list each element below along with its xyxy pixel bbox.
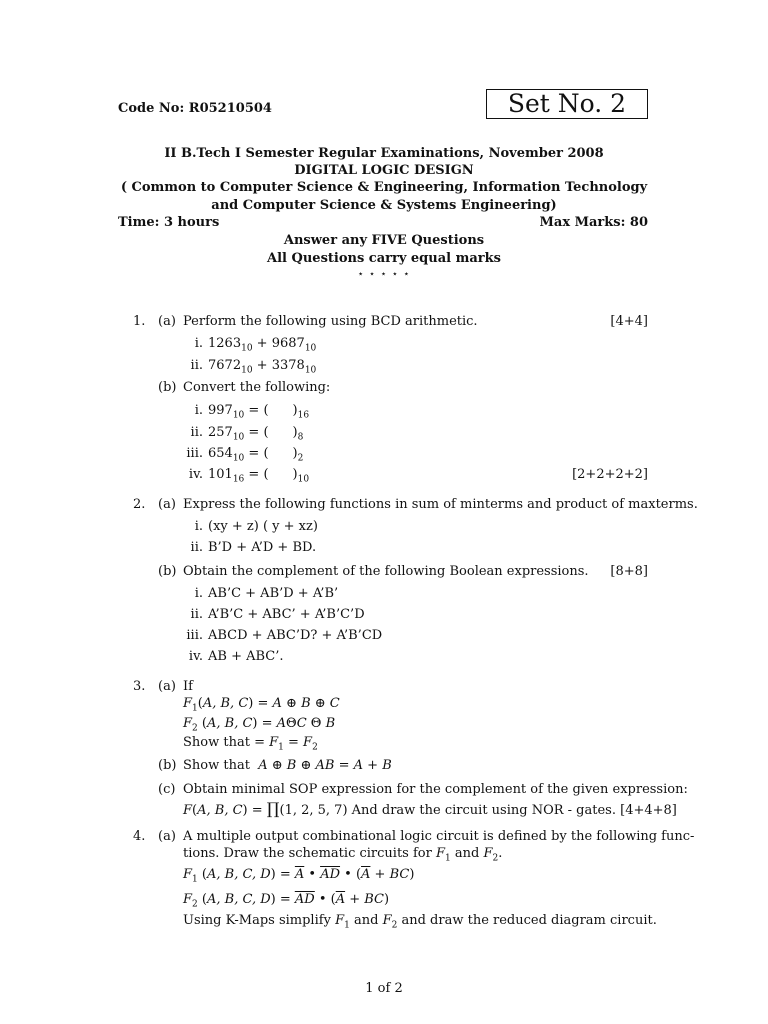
question-number: 4. — [133, 829, 146, 844]
item-expression: $1263_{10} + 9687_{10}$ — [208, 336, 317, 354]
question-text: A multiple output combinational logic circuit is defined by the following func- — [183, 829, 695, 844]
part-label: (a) — [158, 679, 176, 694]
item-expression: B’D + A’D + BD. — [208, 540, 317, 555]
marks-label: [2+2+2+2] — [572, 467, 648, 482]
question-text: tions. Draw the schematic circuits for $F_1$ and $F_2$. — [183, 846, 503, 864]
code-number: Code No: R05210504 — [118, 101, 272, 116]
item-expression: $997_{10}$ = ( )$_{16}$ — [208, 403, 310, 421]
subject-title: DIGITAL LOGIC DESIGN — [294, 163, 474, 178]
item-number: iv. — [188, 467, 203, 482]
question-text: Express the following functions in sum of minterms and product of maxterms. — [183, 497, 698, 512]
time-label: Time: 3 hours — [118, 215, 220, 230]
part-label: (b) — [158, 380, 177, 395]
instruction-1: Answer any FIVE Questions — [283, 233, 485, 248]
item-number: iii. — [186, 446, 203, 461]
question-text: Convert the following: — [183, 380, 331, 395]
item-expression: $7672_{10} + 3378_{10}$ — [208, 358, 317, 376]
formula-product: F(A, B, C) = ∏(1, 2, 5, 7) And draw the circuit using NOR - gates. [4+4+8] — [183, 799, 677, 818]
part-label: (c) — [158, 782, 176, 797]
item-expression: $654_{10}$ = ( )$_2$ — [208, 446, 304, 464]
question-text: Obtain the complement of the following Boolean expressions. — [183, 564, 589, 579]
page-number: 1 of 2 — [365, 981, 403, 996]
formula-f1: $F_1(A$, B, C) = A ⊕ B ⊕ C — [183, 696, 340, 714]
stars-divider: ⋆ ⋆ ⋆ ⋆ ⋆ — [357, 269, 411, 280]
item-number: i. — [194, 403, 203, 418]
part-label: (a) — [158, 314, 176, 329]
course-line: II B.Tech I Semester Regular Examinations, November 2008 — [164, 146, 604, 161]
question-text: Obtain minimal SOP expression for the complement of the given expression: — [183, 782, 688, 797]
item-expression: AB’C + AB’D + A’B’ — [208, 586, 339, 601]
question-text: Perform the following using BCD arithmetic. — [183, 314, 478, 329]
formula-f1: $F_1$ (A, B, C, $D) = \overline{A}$ • AD • $(\overline{A} + BC)$ — [183, 867, 415, 885]
item-number: iii. — [186, 628, 203, 643]
common-line-1: ( Common to Computer Science & Engineering, Information Technology — [120, 180, 648, 195]
item-number: ii. — [190, 425, 203, 440]
item-expression: ABCD + ABC’D? + A’B’CD — [208, 628, 383, 643]
set-number-box: Set No. 2 — [486, 89, 648, 119]
part-label: (a) — [158, 829, 176, 844]
part-label: (b) — [158, 564, 177, 579]
item-expression: $257_{10}$ = ( )$_8$ — [208, 425, 304, 443]
item-number: i. — [194, 336, 203, 351]
part-label: (b) — [158, 758, 177, 773]
question-number: 2. — [133, 497, 146, 512]
item-number: i. — [194, 586, 203, 601]
question-text: Show that A ⊕ B ⊕ AB = A + B — [183, 758, 392, 773]
show-that-line: Show that = $F_1 = F_2$ — [183, 735, 318, 753]
item-number: ii. — [190, 358, 203, 373]
common-line-2: and Computer Science & Systems Engineering) — [211, 198, 557, 213]
formula-f2: $F_2$ (A, B, C, D) = AD • $(\overline{A} + BC)$ — [183, 892, 390, 910]
question-number: 3. — [133, 679, 146, 694]
formula-f2: $F_2$ (A, B, C) = AΘC Θ B — [183, 716, 336, 734]
item-expression: (xy + z) ( y + xz) — [208, 519, 318, 534]
item-expression: $101_{16}$ = ( )$_{10}$ — [208, 467, 310, 485]
item-expression: A’B’C + ABC’ + A’B’C’D — [208, 607, 365, 622]
item-number: i. — [194, 519, 203, 534]
question-text: Using K-Maps simplify $F_1$ and $F_2$ and draw the reduced diagram circuit. — [183, 913, 657, 931]
item-number: ii. — [190, 607, 203, 622]
question-text: If — [183, 679, 193, 694]
item-number: ii. — [190, 540, 203, 555]
part-label: (a) — [158, 497, 176, 512]
item-expression: AB + ABC’. — [208, 649, 284, 664]
instruction-2: All Questions carry equal marks — [267, 251, 501, 266]
question-number: 1. — [133, 314, 146, 329]
marks-label: [4+4] — [610, 314, 648, 329]
max-marks-label: Max Marks: 80 — [539, 215, 648, 230]
marks-label: [8+8] — [610, 564, 648, 579]
item-number: iv. — [188, 649, 203, 664]
